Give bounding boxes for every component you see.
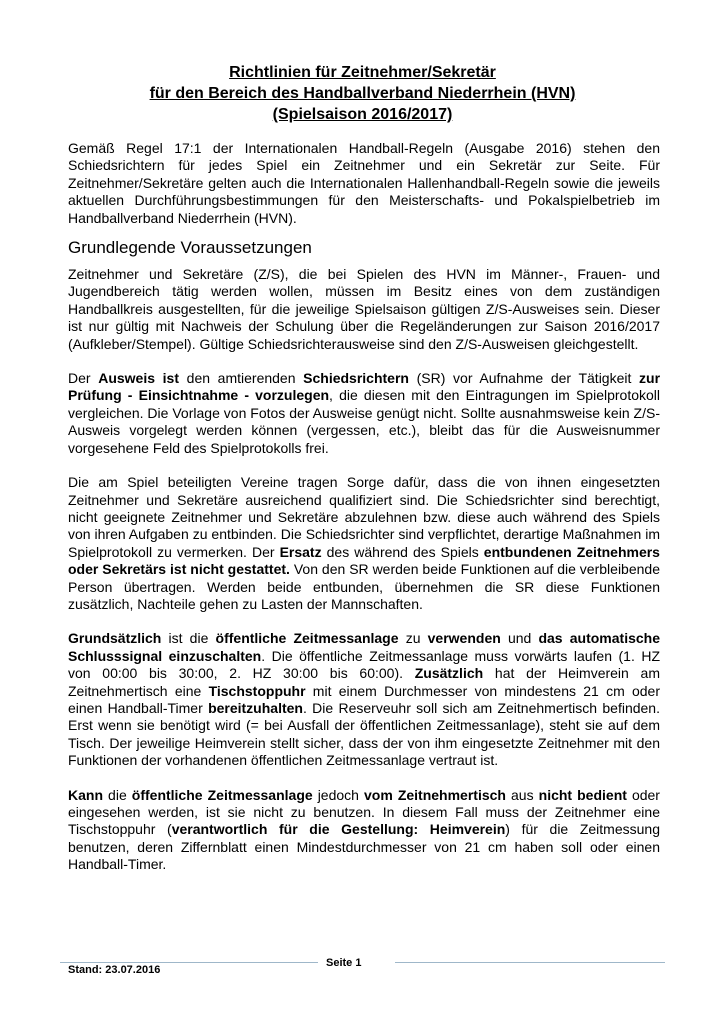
paragraph-time-system: Grundsätzlich ist die öffentliche Zeitmessanlage zu verwenden und das automatische Schlusssignal einzuschalten. Die öffentliche Zeitmessanlage muss vorwärts laufen (1. HZ von 00:00 bis 30:00, 2. HZ 30:00 bis 60:00). Zusätzlich hat der Heimverein am Zeitnehmertisch eine Tischstoppuhr mit einem Durchmesser von mindestens 21 cm oder einen Handball-Timer bereitzuhalten. Die Reserveuhr soll sich am Zeitnehmertisch befinden. Erst wenn sie benötigt wird (= bei Ausfall der öffentlichen Zeitmessanlage), steht sie auf dem Tisch. Der jeweilige Heimverein stellt sicher, dass der von ihm eingesetzte Zeitnehmer mit den Funktionen der vorhandenen öffentlichen Zeitmessanlage vertraut ist. — [68, 630, 661, 769]
title-line-3: (Spielsaison 2016/2017) — [272, 106, 453, 123]
section-heading: Grundlegende Voraussetzungen — [68, 238, 312, 258]
footer-date: Stand: 23.07.2016 — [68, 964, 161, 976]
footer-divider-left — [60, 962, 318, 963]
document-body — [68, 140, 660, 891]
paragraph-qualification: Die am Spiel beteiligten Vereine tragen Sorge dafür, dass die von ihnen eingesetzten Zeitnehmer und Sekretäre ausreichend qualifiziert sind. Die Schiedsrichter sind berechtigt, nicht geeignete Zeitnehmer und Sekretäre abzulehnen bzw. diese auch während des Spiels von ihren Aufgaben zu entbinden. Die Schiedsrichter sind verpflichtet, derartige Maßnahmen im Spielprotokoll zu vermerken. Der Ersatz des während des Spiels entbundenen Zeitnehmers oder Sekretärs ist nicht gestattet. Von den SR werden beide Funktionen auf die verbleibende Person übertragen. Werden beide entbunden, übernehmen die SR diese Funktionen zusätzlich, Nachteile gehen zu Lasten der Mannschaften. — [68, 474, 660, 612]
paragraph-requirements: Zeitnehmer und Sekretäre (Z/S), die bei Spielen des HVN im Männer-, Frauen- und Jugendbereich tätig werden wollen, müssen im Besitz eines von dem zuständigen Handballkreis ausgestellten, für die jeweilige Spielsaison gültigen Z/S-Ausweises sein. Dieser ist nur gültig mit Nachweis der Schulung über die Regeländerungen zur Saison 2016/2017 (Aufkleber/Stempel). Gültige Schiedsrichterausweise sind den Z/S-Ausweisen gleichgestellt. — [68, 266, 660, 352]
title-line-2: für den Bereich des Handballverband Niederrhein (HVN) — [149, 85, 576, 102]
footer-page-number: Seite 1 — [326, 957, 362, 969]
intro-paragraph: Gemäß Regel 17:1 der Internationalen Handball-Regeln (Ausgabe 2016) stehen den Schiedsrichtern für jedes Spiel ein Zeitnehmer und ein Sekretär zur Seite. Für Zeitnehmer/Sekretäre gelten auch die Internationalen Hallenhandball-Regeln sowie die jeweils aktuellen Durchführungsbestimmungen für den Meisterschafts- und Pokalspielbetrieb im Handballverband Niederrhein (HVN). — [68, 140, 660, 226]
paragraph-table-clock: Kann die öffentliche Zeitmessanlage jedoch vom Zeitnehmertisch aus nicht bedient oder eingesehen werden, ist sie nicht zu benutzen. In diesem Fall muss der Zeitnehmer eine Tischstoppuhr (verantwortlich für die Gestellung: Heimverein) für die Zeitmessung benutzen, deren Ziffernblatt einen Mindestdurchmesser von 21 cm haben soll oder einen Handball-Timer. — [68, 786, 660, 873]
paragraph-id-check: Der Ausweis ist den amtierenden Schiedsrichtern (SR) vor Aufnahme der Tätigkeit zur Prüfung - Einsichtnahme - vorzulegen, die diesen mit den Eintragungen im Spielprotokoll vergleichen. Die Vorlage von Fotos der Ausweise genügt nicht. Sollte ausnahmsweise kein Z/S-Ausweis vorgelegt werden können (vergessen, etc.), bleibt das für die Ausweisnummer vorgesehene Feld des Spielprotokolls frei. — [68, 370, 661, 456]
document-title — [60, 62, 665, 125]
footer-divider-right — [395, 962, 665, 963]
title-line-1: Richtlinien für Zeitnehmer/Sekretär — [229, 64, 496, 81]
